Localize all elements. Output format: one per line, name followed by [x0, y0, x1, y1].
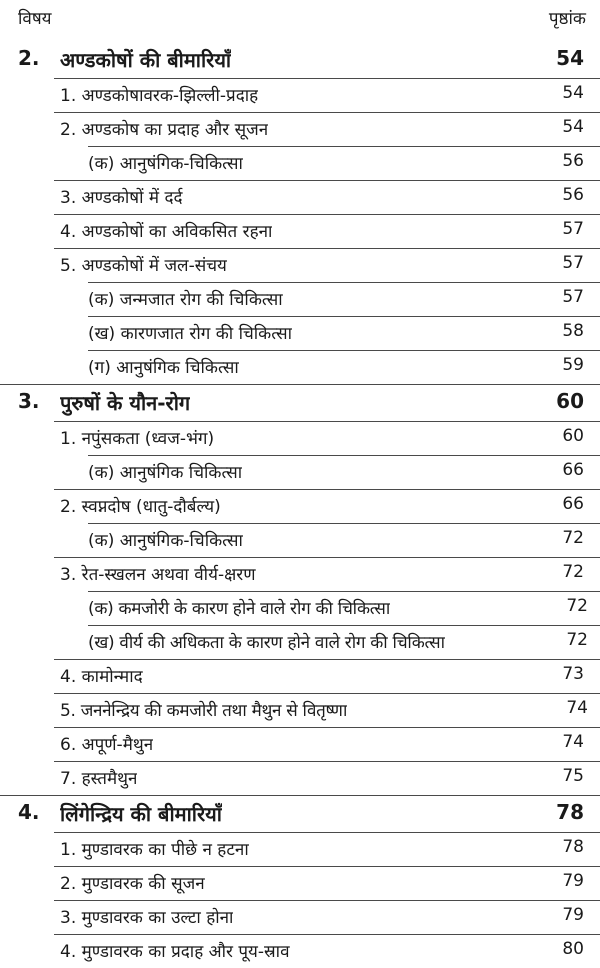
page-number: 56: [562, 151, 584, 171]
subsection-row: [88, 625, 600, 659]
toc-list: [0, 42, 600, 968]
page-number: 78: [562, 837, 584, 857]
entry-title: 2. अण्डकोष का प्रदाह और सूजन: [60, 120, 269, 140]
section-row: [54, 248, 600, 282]
page-number: 66: [562, 460, 584, 480]
page-number: 59: [562, 355, 584, 375]
entry-title: (क) जन्मजात रोग की चिकित्सा: [88, 290, 283, 310]
entry-title: 3. मुण्डावरक का उल्टा होना: [60, 908, 234, 928]
entry-title: (ख) कारणजात रोग की चिकित्सा: [88, 324, 292, 344]
chapter-row: [0, 384, 600, 421]
page-number: 54: [562, 117, 584, 137]
page-number: 56: [562, 185, 584, 205]
page-number: 79: [562, 905, 584, 925]
entry-title: (क) आनुषंगिक चिकित्सा: [88, 463, 243, 483]
page-number: 75: [562, 766, 584, 786]
entry-title: 2. मुण्डावरक की सूजन: [60, 874, 205, 894]
page-number: 58: [562, 321, 584, 341]
chapter-title: पुरुषों के यौन-रोग: [60, 391, 191, 415]
subsection-row: [88, 282, 600, 316]
chapter-row: [0, 795, 600, 832]
entry-title: 1. अण्डकोषावरक-झिल्ली-प्रदाह: [60, 86, 259, 106]
page-number: 60: [556, 389, 584, 413]
page-number: 79: [562, 871, 584, 891]
subsection-row: [88, 350, 600, 384]
page-column-label: पृष्ठांक: [548, 9, 586, 29]
entry-title: 1. मुण्डावरक का पीछे न हटना: [60, 840, 249, 860]
entry-title: (क) आनुषंगिक-चिकित्सा: [88, 154, 243, 174]
entry-title: 3. अण्डकोषों में दर्द: [60, 188, 183, 208]
section-row: [54, 489, 600, 523]
chapter-number: 4.: [18, 800, 40, 824]
entry-title: 4. कामोन्माद: [60, 667, 143, 687]
entry-title: 6. अपूर्ण-मैथुन: [60, 735, 154, 755]
entry-title: (ग) आनुषंगिक चिकित्सा: [88, 358, 239, 378]
subsection-row: [88, 523, 600, 557]
entry-title: 5. जननेन्द्रिय की कमजोरी तथा मैथुन से वितृष्णा: [60, 701, 348, 721]
section-row: [54, 832, 600, 866]
entry-title: (क) कमजोरी के कारण होने वाले रोग की चिकित्सा: [88, 599, 390, 619]
subsection-row: [88, 455, 600, 489]
subject-column-label: विषय: [18, 9, 52, 29]
entry-title: 4. मुण्डावरक का प्रदाह और पूय-स्राव: [60, 942, 290, 962]
entry-title: (ख) वीर्य की अधिकता के कारण होने वाले रोग की चिकित्सा: [88, 633, 445, 653]
section-row: [54, 727, 600, 761]
subsection-row: [88, 591, 600, 625]
page-number: 54: [562, 83, 584, 103]
subsection-row: [88, 316, 600, 350]
entry-title: (क) आनुषंगिक-चिकित्सा: [88, 531, 243, 551]
page-number: 60: [562, 426, 584, 446]
page-number: 54: [556, 46, 584, 70]
entry-title: 1. नपुंसकता (ध्वज-भंग): [60, 429, 215, 449]
entry-title: 4. अण्डकोषों का अविकसित रहना: [60, 222, 273, 242]
section-row: [54, 693, 600, 727]
chapter-row: [0, 42, 600, 78]
page-number: 80: [562, 939, 584, 959]
chapter-title: लिंगेन्द्रिय की बीमारियाँ: [60, 802, 222, 826]
page-number: 57: [562, 253, 584, 273]
entry-title: 2. स्वप्नदोष (धातु-दौर्बल्य): [60, 497, 221, 517]
section-row: [54, 557, 600, 591]
entry-title: 3. रेत-स्खलन अथवा वीर्य-क्षरण: [60, 565, 256, 585]
section-row: [54, 659, 600, 693]
chapter-number: 3.: [18, 389, 40, 413]
page-number: 74: [566, 698, 588, 718]
entry-title: 5. अण्डकोषों में जल-संचय: [60, 256, 227, 276]
section-row: [54, 78, 600, 112]
chapter-title: अण्डकोषों की बीमारियाँ: [60, 48, 232, 72]
entry-title: 7. हस्तमैथुन: [60, 769, 138, 789]
page-number: 66: [562, 494, 584, 514]
page-number: 72: [562, 528, 584, 548]
section-row: [54, 900, 600, 934]
subsection-row: [88, 146, 600, 180]
section-row: [54, 421, 600, 455]
page-number: 72: [566, 596, 588, 616]
section-row: [54, 761, 600, 795]
section-row: [54, 866, 600, 900]
section-row: [54, 934, 600, 968]
page-number: 72: [566, 630, 588, 650]
page-number: 78: [556, 800, 584, 824]
toc-header: [0, 0, 600, 42]
page-number: 57: [562, 287, 584, 307]
section-row: [54, 214, 600, 248]
page-number: 57: [562, 219, 584, 239]
page-number: 73: [562, 664, 584, 684]
chapter-number: 2.: [18, 46, 40, 70]
page-number: 74: [562, 732, 584, 752]
section-row: [54, 180, 600, 214]
page-number: 72: [562, 562, 584, 582]
section-row: [54, 112, 600, 146]
